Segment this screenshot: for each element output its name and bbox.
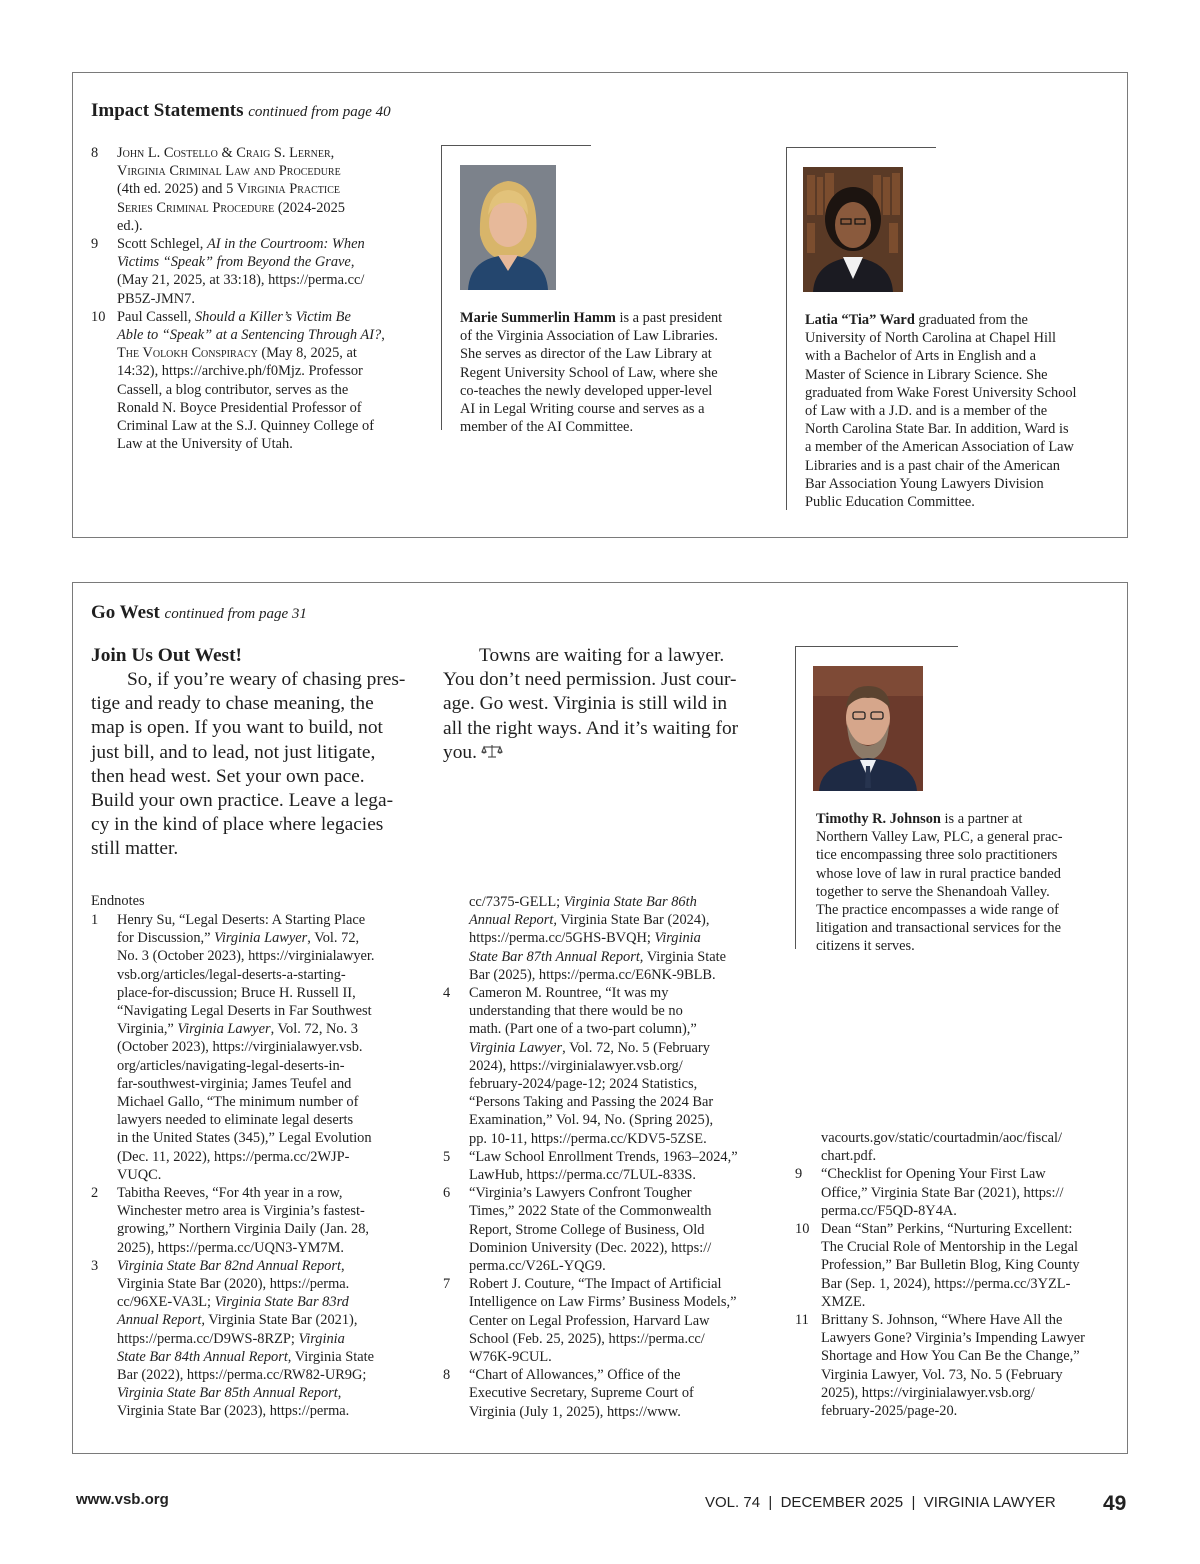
endnote-number: 3	[91, 1257, 99, 1274]
endnote-text: Scott Schlegel, AI in the Courtroom: When Victims “Speak” from Beyond the Grave, (May 21, 2025, at 33:18), https://perma.cc/ PB5Z-JMN7.	[117, 236, 365, 307]
body-line: just bill, and to lead, not just litigate,	[91, 741, 376, 763]
endnote-number: 10	[795, 1221, 810, 1238]
body-line: Build your own practice. Leave a lega-	[91, 790, 394, 812]
endnote-item	[91, 235, 421, 308]
impact-statements-heading	[91, 100, 391, 122]
endnote-text: “Checklist for Opening Your First Law Office,” Virginia State Bar (2021), https:// perma.cc/F5QD-8Y4A.	[821, 1166, 1064, 1219]
body-line: age. Go west. Virginia is still wild in	[443, 693, 728, 715]
portrait-latia-ward	[803, 167, 903, 292]
endnote-item	[91, 911, 421, 1184]
endnote-text: “Chart of Allowances,” Office of the Executive Secretary, Supreme Court of Virginia (July 1, 2025), https://www.	[469, 1367, 694, 1420]
scales-of-justice-icon	[481, 743, 503, 759]
body-column-2	[443, 644, 763, 765]
endnote-item	[795, 1311, 1125, 1420]
body-line: still matter.	[91, 838, 179, 860]
endnote-item	[795, 1165, 1125, 1220]
endnote-text: Virginia State Bar 82nd Annual Report, Virginia State Bar (2020), https://perma. cc/96XE-VA3L; Virginia State Bar 83rd Annual Report, Virginia State Bar (2021), https://perma.cc/D9WS-8RZP; Virginia State Bar 84th Annual Report, Virginia State Bar (2022), https://perma.cc/RW82-UR9G; Virginia State Bar 85th Annual Report, Virginia State Bar (2023), https://perma.	[117, 1257, 374, 1420]
endnote-text: Dean “Stan” Perkins, “Nurturing Excellent: The Crucial Role of Mentorship in the Legal Profession,” Bar Bulletin Blog, King County Bar (Sep. 1, 2024), https://perma.cc/3YZL- XMZE.	[821, 1221, 1080, 1310]
section-title: Go West	[91, 602, 160, 623]
endnote-number: 8	[91, 145, 99, 161]
bio-latia-ward	[805, 311, 1115, 511]
endnote-number: 1	[91, 912, 99, 928]
go-west-heading	[91, 602, 307, 624]
bio-name: Timothy R. Johnson	[816, 811, 941, 827]
bio-text: graduated from the University of North Carolina at Chapel Hill with a Bachelor of Arts in English and a Master of Science in Library Science. She graduated from Wake Forest University School of Law with a J.D. and is a member of the North Carolina State Bar. In addition, Ward is a member of the American Association of Law Libraries and is a past chair of the American Bar Association Young Lawyers Division Public Education Committee.	[805, 312, 1077, 511]
portrait-marie-hamm	[460, 165, 556, 290]
body-line: You don’t need permission. Just cour-	[443, 669, 737, 691]
body-line: cy in the kind of place where legacies	[91, 814, 384, 836]
bio-name: Latia “Tia” Ward	[805, 312, 915, 328]
endnote-item	[91, 1257, 421, 1421]
endnote-number: 9	[795, 1166, 803, 1183]
endnotes-column-2	[443, 893, 773, 1421]
endnote-number: 7	[443, 1276, 451, 1293]
endnote-number: 2	[91, 1185, 99, 1202]
endnote-text: Brittany S. Johnson, “Where Have All the Lawyers Gone? Virginia’s Impending Lawyer Shortage and How You Can Be the Change,” Virginia Lawyer, Vol. 73, No. 5 (February 2025), https://virginialawyer.vsb.org/ february-2025/page-20.	[821, 1312, 1085, 1420]
footer-website[interactable]: www.vsb.org	[76, 1491, 169, 1508]
column-rule	[786, 147, 787, 510]
body-line: Towns are waiting for a lawyer.	[479, 645, 725, 666]
continued-note: continued from page 31	[164, 606, 307, 622]
bio-name: Marie Summerlin Hamm	[460, 310, 616, 326]
endnote-text: Paul Cassell, Should a Killer’s Victim Be Able to “Speak” at a Sentencing Through AI?, The Volokh Conspiracy (May 8, 2025, at 14:32), https://archive.ph/f0Mjz. Professor Cassell, a blog contributor, serves as the Ronald N. Boyce Presidential Professor of Criminal Law at the S.J. Quinney College of Law at the University of Utah.	[117, 308, 385, 453]
endnote-item	[91, 1184, 421, 1257]
endnote-text: cc/7375-GELL; Virginia State Bar 86th Annual Report, Virginia State Bar (2024), https://perma.cc/5GHS-BVQH; Virginia State Bar 87th Annual Report, Virginia State Bar (2025), https://perma.cc/E6NK-9BLB.	[469, 894, 726, 983]
body-line: then head west. Set your own pace.	[91, 765, 365, 787]
endnote-text: Robert J. Couture, “The Impact of Artificial Intelligence on Law Firms’ Business Models,” Center on Legal Profession, Harvard Law School (Feb. 25, 2025), https://perma.cc/ W76K-9CUL.	[469, 1276, 737, 1366]
body-line: you.	[443, 741, 763, 765]
footer-issue: VOL. 74 | DECEMBER 2025 | VIRGINIA LAWYER	[705, 1494, 1056, 1511]
page-number: 49	[1103, 1492, 1127, 1515]
column-rule	[795, 646, 796, 949]
endnote-item	[91, 308, 421, 454]
body-line: map is open. If you want to build, not	[91, 717, 383, 739]
endnote-text: John L. Costello & Craig S. Lerner, Virginia Criminal Law and Procedure (4th ed. 2025) and 5 Virginia Practice Series Criminal Procedure (2024-2025 ed.).	[117, 145, 345, 234]
endnotes-column-3	[795, 1129, 1125, 1420]
endnote-item	[795, 1129, 1125, 1165]
body-line: So, if you’re weary of chasing pres-	[127, 669, 406, 690]
endnote-number: 5	[443, 1148, 451, 1165]
endnote-item	[795, 1220, 1125, 1311]
endnote-number: 4	[443, 985, 451, 1002]
endnote-item	[443, 1275, 773, 1366]
continued-note: continued from page 40	[248, 104, 391, 120]
subhead: Join Us Out West!	[91, 645, 243, 666]
endnote-number: 6	[443, 1185, 451, 1202]
endnote-text: “Virginia’s Lawyers Confront Tougher Times,” 2022 State of the Commonwealth Report, Strome College of Business, Old Dominion University (Dec. 2022), https:// perma.cc/V26L-YQG9.	[469, 1185, 712, 1275]
endnote-text: Tabitha Reeves, “For 4th year in a row, Winchester metro area is Virginia’s fastest- growing,” Northern Virginia Daily (Jan. 28, 2025), https://perma.cc/UQN3-YM7M.	[117, 1185, 369, 1256]
portrait-timothy-johnson	[813, 666, 923, 791]
endnotes-label: Endnotes	[91, 893, 145, 909]
column-rule	[786, 147, 936, 148]
endnote-number: 10	[91, 308, 106, 325]
endnotes-column-1	[91, 911, 421, 1421]
bio-text: is a partner at Northern Valley Law, PLC, a general prac- tice encompassing three solo practitioners whose love of law in rural practice banded together to serve the Shenandoah Valley. The practice encompasses a wide range of litigation and transactional services for the citizens it serves.	[816, 811, 1063, 955]
column-rule	[441, 145, 591, 146]
body-column-1	[91, 668, 421, 862]
endnote-number: 8	[443, 1367, 451, 1384]
endnote-item	[91, 144, 421, 235]
endnote-number: 9	[91, 236, 99, 253]
column-rule	[441, 145, 442, 430]
endnote-text: Henry Su, “Legal Deserts: A Starting Place for Discussion,” Virginia Lawyer, Vol. 72, No. 3 (October 2023), https://virginialawyer. vsb.org/articles/legal-deserts-a-starting- place-for-discussion; Bruce H. Russell II, “Navigating Legal Deserts in Far Southwest Virginia,” Virginia Lawyer, Vol. 72, No. 3 (October 2023), https://virginialawyer.vsb. org/articles/navigating-legal-deserts-in- far-southwest-virginia; James Teufel and Michael Gallo, “The minimum number of lawyers needed to eliminate legal deserts in the United States (345),” Legal Evolution (Dec. 11, 2022), https://perma.cc/2WJP- VUQC.	[117, 912, 375, 1183]
column-rule	[795, 646, 958, 647]
bio-text: is a past president of the Virginia Association of Law Libraries. She serves as director of the Law Library at Regent University School of Law, where she co-teaches the newly developed upper-level AI in Legal Writing course and serves as a member of the AI Committee.	[460, 310, 723, 436]
endnote-item	[443, 893, 773, 984]
endnote-text: “Law School Enrollment Trends, 1963–2024,” LawHub, https://perma.cc/7LUL-833S.	[469, 1148, 738, 1184]
endnote-item	[443, 1184, 773, 1275]
body-line: tige and ready to chase meaning, the	[91, 693, 374, 715]
endnote-item	[443, 1148, 773, 1184]
endnote-item	[443, 1366, 773, 1421]
bio-timothy-johnson	[816, 810, 1116, 956]
body-line: all the right ways. And it’s waiting for	[443, 717, 739, 739]
section-title: Impact Statements	[91, 100, 244, 121]
endnote-item	[443, 984, 773, 1148]
endnote-text: vacourts.gov/static/courtadmin/aoc/fiscal/ chart.pdf.	[821, 1130, 1062, 1165]
impact-endnotes	[91, 144, 421, 453]
endnote-number: 11	[795, 1312, 809, 1329]
endnote-text: Cameron M. Rountree, “It was my understanding that there would be no math. (Part one of a two-part column),” Virginia Lawyer, Vol. 72, No. 5 (February 2024), https://virginialawyer.vsb.org/ february-2024/page-12; 2024 Statistics, “Persons Taking and Passing the 2024 Bar Examination,” Vol. 94, No. (Spring 2025), pp. 10-11, https://perma.cc/KDV5-5ZSE.	[469, 985, 714, 1147]
bio-marie-hamm	[460, 309, 760, 436]
